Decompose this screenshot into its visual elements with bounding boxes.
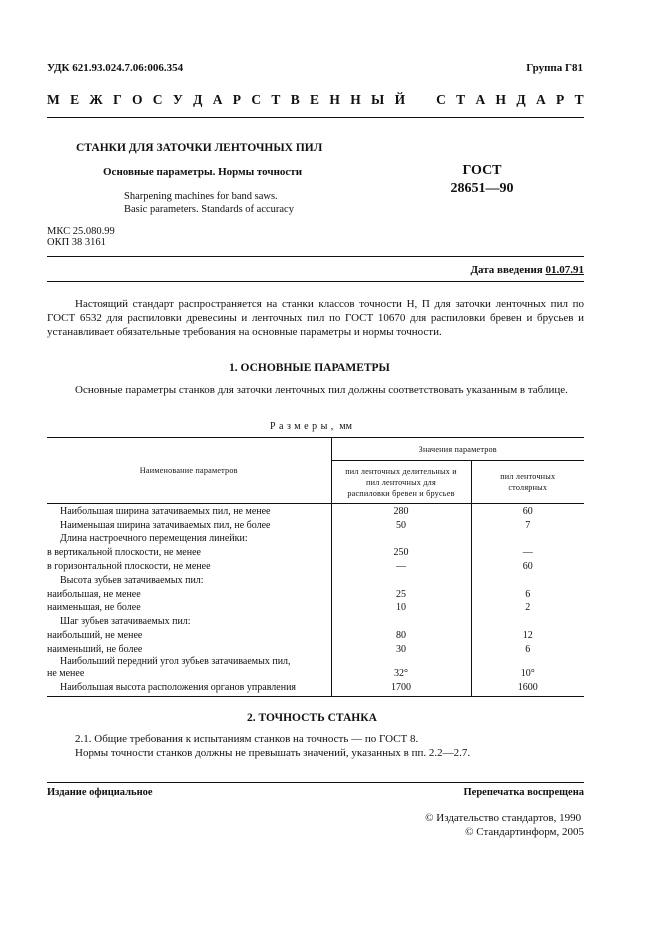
document-title: СТАНКИ ДЛЯ ЗАТОЧКИ ЛЕНТОЧНЫХ ПИЛ xyxy=(76,142,323,154)
banner-letter: У xyxy=(172,92,183,107)
row-name: наименьший, не более xyxy=(47,643,143,655)
row-value-joinery: 6 xyxy=(471,587,584,601)
row-name: Наибольшая ширина затачиваемых пил, не менее xyxy=(60,505,271,517)
banner-letter: Р xyxy=(556,92,565,107)
table-row xyxy=(47,573,584,587)
row-value-joinery: — xyxy=(471,545,584,559)
banner-letter: Е xyxy=(70,92,80,107)
table-row xyxy=(47,532,584,546)
table-row xyxy=(47,656,584,680)
row-name: Шаг зубьев затачиваемых пил: xyxy=(60,616,191,628)
banner-letter: А xyxy=(475,92,486,107)
banner-letter: Ы xyxy=(371,92,385,107)
document-subtitle: Основные параметры. Нормы точности xyxy=(103,166,303,178)
group-code: Группа Г81 xyxy=(526,62,583,74)
table-caption xyxy=(270,421,352,432)
row-value-log: 25 xyxy=(331,587,471,601)
table-row xyxy=(47,628,584,642)
row-value-joinery: 60 xyxy=(471,504,584,518)
date-divider xyxy=(47,281,584,282)
intro-paragraph xyxy=(47,297,584,340)
table-row xyxy=(47,518,584,532)
copyright-line: © Издательство стандартов, 1990 xyxy=(425,812,582,824)
row-name: Наибольшая высота расположения органов управления xyxy=(47,680,331,696)
row-value-joinery: 60 xyxy=(471,559,584,573)
banner-letter: Н xyxy=(350,92,361,107)
parameters-table xyxy=(47,437,584,697)
banner-letter: Е xyxy=(310,92,320,107)
row-value-log: 80 xyxy=(331,628,471,642)
footer-divider xyxy=(47,782,584,783)
gost-designation xyxy=(447,162,517,198)
row-name: в горизонтальной плоскости, не менее xyxy=(47,560,211,572)
header-parameter-name: Наименование параметров xyxy=(47,438,331,504)
english-title-line: Sharpening machines for band saws. xyxy=(124,191,278,202)
row-value-joinery xyxy=(471,532,584,546)
table-caption-label: Размеры, xyxy=(270,421,337,432)
header-text-line: распиловки бревен и брусьев xyxy=(347,488,455,498)
effective-date xyxy=(470,264,584,276)
row-name: наименьшая, не более xyxy=(47,602,141,614)
row-name xyxy=(47,656,331,680)
banner-letter: Т xyxy=(456,92,466,107)
row-name: Высота зубьев затачиваемых пил: xyxy=(60,574,204,586)
banner-letter: Д xyxy=(193,92,203,107)
row-value-log xyxy=(331,573,471,587)
table-row xyxy=(47,614,584,628)
table-row xyxy=(47,601,584,615)
table-row xyxy=(47,642,584,656)
section2-line xyxy=(47,746,584,760)
row-value-joinery: 7 xyxy=(471,518,584,532)
row-value-joinery xyxy=(471,614,584,628)
banner-letter: С xyxy=(436,92,446,107)
title-divider xyxy=(47,256,584,257)
table-row xyxy=(47,504,584,518)
banner-letter: Р xyxy=(232,92,242,107)
english-title-line: Basic parameters. Standards of accuracy xyxy=(124,204,294,215)
section1-paragraph xyxy=(47,383,584,397)
row-value-log: 10 xyxy=(331,601,471,615)
row-value-log xyxy=(331,614,471,628)
reprint-prohibited-label: Перепечатка воспрещена xyxy=(463,787,584,798)
banner-letter: Н xyxy=(329,92,340,107)
row-value-log: 1700 xyxy=(331,680,471,696)
row-value-log: 50 xyxy=(331,518,471,532)
classification-codes xyxy=(47,226,115,248)
row-value-joinery: 1600 xyxy=(471,680,584,696)
section1-heading: 1. ОСНОВНЫЕ ПАРАМЕТРЫ xyxy=(229,362,390,374)
section1-text: Основные параметры станков для заточки ленточных пил должны соответствовать указанным в таблице. xyxy=(75,384,568,396)
gost-number: 28651—90 xyxy=(450,181,514,196)
interstate-standard-banner xyxy=(47,92,584,108)
banner-letter: А xyxy=(535,92,546,107)
intro-text: Настоящий стандарт распространяется на станки классов точности Н, П для заточки ленточных пил по ГОСТ 6532 для распиловки древесины и ленточных пил по ГОСТ 10670 для распиловки бревен и брусьев и устанавливает обязательные требования на основные параметры и нормы точности. xyxy=(47,298,584,339)
row-value-log: 30 xyxy=(331,642,471,656)
banner-letter: Ж xyxy=(89,92,103,107)
header-text-line: пил ленточных для xyxy=(366,477,436,487)
header-column-joinery-saws xyxy=(471,461,584,504)
banner-letter: С xyxy=(152,92,163,107)
udk-code: УДК 621.93.024.7.06:006.354 xyxy=(47,62,184,74)
row-name: наибольший, не менее xyxy=(47,629,143,641)
banner-letter: Н xyxy=(495,92,507,107)
english-title xyxy=(124,190,294,216)
table-caption-unit: мм xyxy=(339,421,352,432)
banner-letter: Т xyxy=(271,92,281,107)
row-name: в вертикальной плоскости, не менее xyxy=(47,547,201,559)
row-value-log: 250 xyxy=(331,545,471,559)
banner-letter: Й xyxy=(394,92,406,107)
section2-line xyxy=(47,732,584,746)
row-value-log xyxy=(331,532,471,546)
table-row xyxy=(47,680,584,696)
header-column-log-saws xyxy=(331,461,471,504)
banner-letter: В xyxy=(290,92,300,107)
banner-letter: М xyxy=(47,92,60,107)
banner-letter: С xyxy=(251,92,262,107)
banner-letter: О xyxy=(131,92,143,107)
row-value-log: — xyxy=(331,559,471,573)
official-edition-label: Издание официальное xyxy=(47,787,153,798)
header-text-line: столярных xyxy=(508,483,548,492)
banner-letter: Т xyxy=(574,92,584,107)
row-name: Наименьшая ширина затачиваемых пил, не более xyxy=(60,519,271,531)
top-divider xyxy=(47,117,584,118)
okp-code: ОКП 38 3161 xyxy=(47,237,106,248)
section2-paragraph xyxy=(47,732,584,760)
row-value-log: 280 xyxy=(331,504,471,518)
banner-letter: Г xyxy=(113,92,122,107)
banner-letter: А xyxy=(212,92,223,107)
copyright-block xyxy=(425,811,584,839)
header-text-line: пил ленточных делительных и xyxy=(345,466,457,476)
table-row xyxy=(47,545,584,559)
row-name-line: не менее xyxy=(47,667,85,679)
gost-label: ГОСТ xyxy=(462,163,502,178)
header-parameter-values: Значения параметров xyxy=(331,438,584,461)
effective-date-value: 01.07.91 xyxy=(545,264,584,276)
row-name: наибольшая, не менее xyxy=(47,588,141,600)
section2-text: 2.1. Общие требования к испытаниям станков на точность — по ГОСТ 8. xyxy=(75,733,419,745)
table-row xyxy=(47,559,584,573)
row-value-joinery: 12 xyxy=(471,628,584,642)
row-value-joinery: 10° xyxy=(471,656,584,680)
row-name: Длина настроечного перемещения линейки: xyxy=(60,533,248,545)
copyright-line: © Стандартинформ, 2005 xyxy=(465,826,584,838)
table-row xyxy=(47,587,584,601)
banner-letter: Д xyxy=(516,92,526,107)
section2-text: Нормы точности станков должны не превышать значений, указанных в пп. 2.2—2.7. xyxy=(75,747,471,760)
row-name-line: Наибольший передний угол зубьев затачиваемых пил, xyxy=(60,655,291,667)
row-value-joinery: 6 xyxy=(471,642,584,656)
section2-heading: 2. ТОЧНОСТЬ СТАНКА xyxy=(247,712,377,724)
effective-date-label: Дата введения xyxy=(470,264,543,276)
row-value-log: 32° xyxy=(331,656,471,680)
row-value-joinery: 2 xyxy=(471,601,584,615)
mks-code: МКС 25.080.99 xyxy=(47,226,115,237)
header-text-line: пил ленточных xyxy=(500,472,556,481)
row-value-joinery xyxy=(471,573,584,587)
